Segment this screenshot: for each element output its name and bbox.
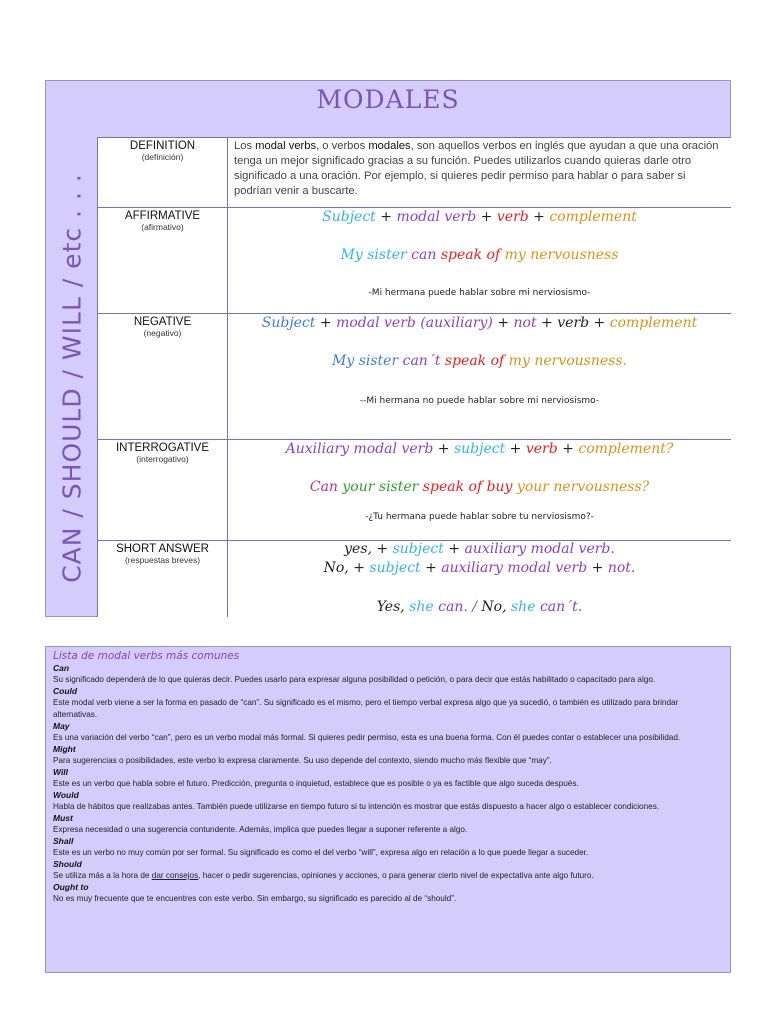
modales-table — [45, 80, 731, 617]
row-heading: DEFINITION — [129, 140, 196, 152]
definition-text-e: , son aquellos verbos en inglés que ayudan a que una oración tenga un mejor significado gracias a su función. Puedes utilizarlos cuando quieras darle otro significado a una oración. Por ejemplo, si quieres pedir permiso para hablar o para saber si podrían venir a buscarte. — [234, 140, 719, 197]
example-part: Yes, — [376, 599, 405, 615]
example-part: My sister — [340, 247, 407, 263]
verb-name: Must — [53, 813, 73, 823]
vertical-label: CAN / SHOULD / WILL / etc . . . — [57, 173, 87, 583]
formula-part: subject — [453, 441, 506, 457]
list-item — [53, 813, 723, 836]
row-content — [228, 208, 731, 313]
formula-part: + — [536, 315, 558, 331]
row-content — [228, 541, 731, 617]
example-part: your sister — [337, 479, 423, 495]
formula-part: Subject — [261, 315, 316, 331]
formula-part: Subject — [322, 209, 376, 225]
formula-part: + — [492, 315, 514, 331]
formula-part: modal verb — [396, 209, 477, 225]
vertical-label-container — [48, 139, 96, 617]
interrogative-translation: -¿Tu hermana puede hablar sobre tu nerviosismo?- — [365, 512, 594, 522]
verb-name: Would — [53, 790, 79, 800]
formula-part: + — [433, 441, 454, 457]
dar-consejos-link[interactable]: dar consejos — [151, 871, 199, 880]
interrogative-formula — [228, 441, 731, 457]
row-subheading: (interrogativo) — [136, 454, 189, 464]
row-subheading: (definición) — [141, 152, 184, 162]
example-part: Can — [309, 479, 338, 495]
list-item — [53, 767, 723, 790]
verb-description: No es muy frecuente que te encuentres con este verbo. Sin embargo, su significado es parecido al de “should”. — [53, 894, 457, 903]
formula-part: not. — [607, 560, 636, 576]
formula-part: subject — [369, 560, 421, 576]
verb-name: May — [53, 721, 70, 731]
example-part: can. / — [438, 599, 482, 615]
example-part: speak of — [440, 247, 501, 263]
formula-part: auxiliary modal verb — [441, 560, 588, 576]
row-short-answer — [97, 540, 731, 617]
verb-description-part: Se utiliza más a la hora de — [53, 871, 152, 880]
formula-part: + — [420, 560, 442, 576]
formula-part: not — [513, 315, 537, 331]
verb-description-part: , hacer o pedir sugerencias, opiniones y acciones, o para generar cierto nivel de expectativa ante algo futuro. — [198, 871, 594, 880]
example-part: can´t — [398, 353, 445, 369]
verb-name: Could — [53, 686, 78, 696]
affirmative-example — [228, 247, 731, 263]
negative-translation: --Mi hermana no puede hablar sobre mi nerviosismo- — [359, 396, 600, 406]
example-part: my nervousness. — [504, 353, 627, 369]
formula-part: No, — [323, 560, 349, 576]
verb-description: Este modal verb viene a ser la forma en pasado de “can”. Su significado es el mismo, pero el tiempo verbal expresa algo que ya sucedió, o también es utilizado para brindar alternativas. — [53, 698, 679, 719]
row-heading: INTERROGATIVE — [115, 442, 210, 454]
list-item — [53, 790, 723, 813]
formula-part: subject — [392, 541, 444, 557]
formula-part: + — [589, 315, 610, 331]
verb-description — [53, 870, 723, 882]
row-label — [97, 440, 228, 540]
definition-term-1: modal verbs — [255, 140, 317, 152]
example-part: your nervousness? — [512, 479, 650, 495]
verb-description: Para sugerencias o posibilidades, este verbo lo expresa claramente. Su uso depende del contexto, siendo mucho más flexible que “may”. — [53, 756, 552, 765]
formula-part: + — [375, 209, 397, 225]
row-content — [228, 440, 731, 540]
formula-part: auxiliary modal verb. — [464, 541, 615, 557]
definition-text-a: Los — [234, 140, 256, 152]
row-label — [97, 314, 228, 439]
formula-part: + — [315, 315, 337, 331]
row-heading: NEGATIVE — [133, 316, 192, 328]
example-part: speak of buy — [422, 479, 513, 495]
formula-part: complement — [609, 315, 698, 331]
formula-part: complement? — [578, 441, 674, 457]
formula-part: yes, — [344, 541, 372, 557]
negative-example — [228, 353, 731, 369]
verb-description: Su significado dependerá de lo que quieras decir. Puedes usarlo para expresar alguna posibilidad o petición, o para decir que estás habilitado o capacitado para algo. — [53, 675, 656, 684]
verb-description: Habla de hábitos que realizabas antes. También puede utilizarse en tiempo futuro si tu intención es mostrar que estás dispuesto a hacer algo o establecer condiciones. — [53, 802, 660, 811]
short-answer-line-2 — [228, 560, 731, 576]
row-label — [97, 541, 228, 617]
page-title: MODALES — [316, 85, 460, 114]
verb-description: Este es un verbo no muy común por ser formal. Su significado es como el del verbo “will”, expresa algo en relación a lo que puede llegar a suceder. — [53, 848, 589, 857]
formula-part: modal verb (auxiliary) — [336, 315, 493, 331]
row-content — [228, 138, 731, 207]
formula-part: verb — [525, 441, 558, 457]
list-item — [53, 686, 723, 721]
formula-part: + — [528, 209, 550, 225]
verb-name: Might — [53, 744, 76, 754]
definition-term-2: modales — [368, 140, 411, 152]
example-part: My sister — [332, 353, 399, 369]
row-definition — [97, 137, 731, 207]
list-item — [53, 744, 723, 767]
short-answer-line-1 — [228, 541, 731, 557]
formula-part: + — [505, 441, 526, 457]
formula-part: verb — [496, 209, 529, 225]
modal-verbs-list — [45, 646, 731, 973]
row-label — [97, 208, 228, 313]
formula-part: + — [348, 560, 370, 576]
row-subheading: (respuestas breves) — [124, 555, 201, 565]
formula-part: + — [557, 441, 579, 457]
verb-name: Should — [53, 859, 82, 869]
verb-name: Will — [53, 767, 69, 777]
formula-part: verb — [557, 315, 590, 331]
row-heading: AFFIRMATIVE — [124, 210, 201, 222]
row-subheading: (afirmativo) — [141, 222, 184, 232]
interrogative-example — [228, 479, 731, 495]
row-content — [228, 314, 731, 439]
row-interrogative — [97, 439, 731, 540]
row-subheading: (negativo) — [143, 328, 182, 338]
example-part: can — [406, 247, 441, 263]
row-affirmative — [97, 207, 731, 313]
table-grid — [97, 137, 731, 617]
list-item — [53, 859, 723, 882]
list-item — [53, 836, 723, 859]
list-item — [53, 663, 723, 686]
affirmative-formula — [228, 209, 731, 225]
verb-name: Can — [53, 663, 70, 673]
verb-name: Shall — [53, 836, 74, 846]
row-heading: SHORT ANSWER — [116, 543, 209, 555]
verb-description: Expresa necesidad o una sugerencia contundente. Además, implica que puedes llegar a suponer referente a algo. — [53, 825, 468, 834]
formula-part: + — [587, 560, 608, 576]
affirmative-translation: -Mi hermana puede hablar sobre mi nerviosismo- — [368, 288, 591, 298]
example-part: she — [404, 599, 439, 615]
negative-formula — [228, 315, 731, 331]
example-part: my nervousness — [500, 247, 619, 263]
verb-description: Es una variación del verbo “can”, pero es un verbo modal más formal. Si quieres pedir permiso, esta es una buena forma. Con él puedes contar o establecer una posibilidad. — [53, 733, 681, 742]
definition-text-c: , o verbos — [316, 140, 369, 152]
formula-part: + — [371, 541, 393, 557]
example-part: can´t. — [539, 599, 583, 615]
formula-part: + — [476, 209, 497, 225]
formula-part: complement — [549, 209, 637, 225]
short-answer-example — [228, 599, 731, 615]
list-item — [53, 721, 723, 744]
verb-name: Ought to — [53, 882, 89, 892]
list-item — [53, 882, 723, 905]
definition-text — [228, 138, 731, 200]
list-title: Lista de modal verbs más comunes — [53, 650, 240, 662]
example-part: speak of — [444, 353, 505, 369]
formula-part: Auxiliary modal verb — [285, 441, 434, 457]
verb-description: Este es un verbo que habla sobre el futuro. Predicción, pregunta o inquietud, establece que es posible o ya es factible que algo suceda después. — [53, 779, 579, 788]
example-part: No, — [481, 599, 507, 615]
example-part: she — [506, 599, 540, 615]
row-negative — [97, 313, 731, 439]
row-label — [97, 138, 228, 207]
formula-part: + — [443, 541, 465, 557]
